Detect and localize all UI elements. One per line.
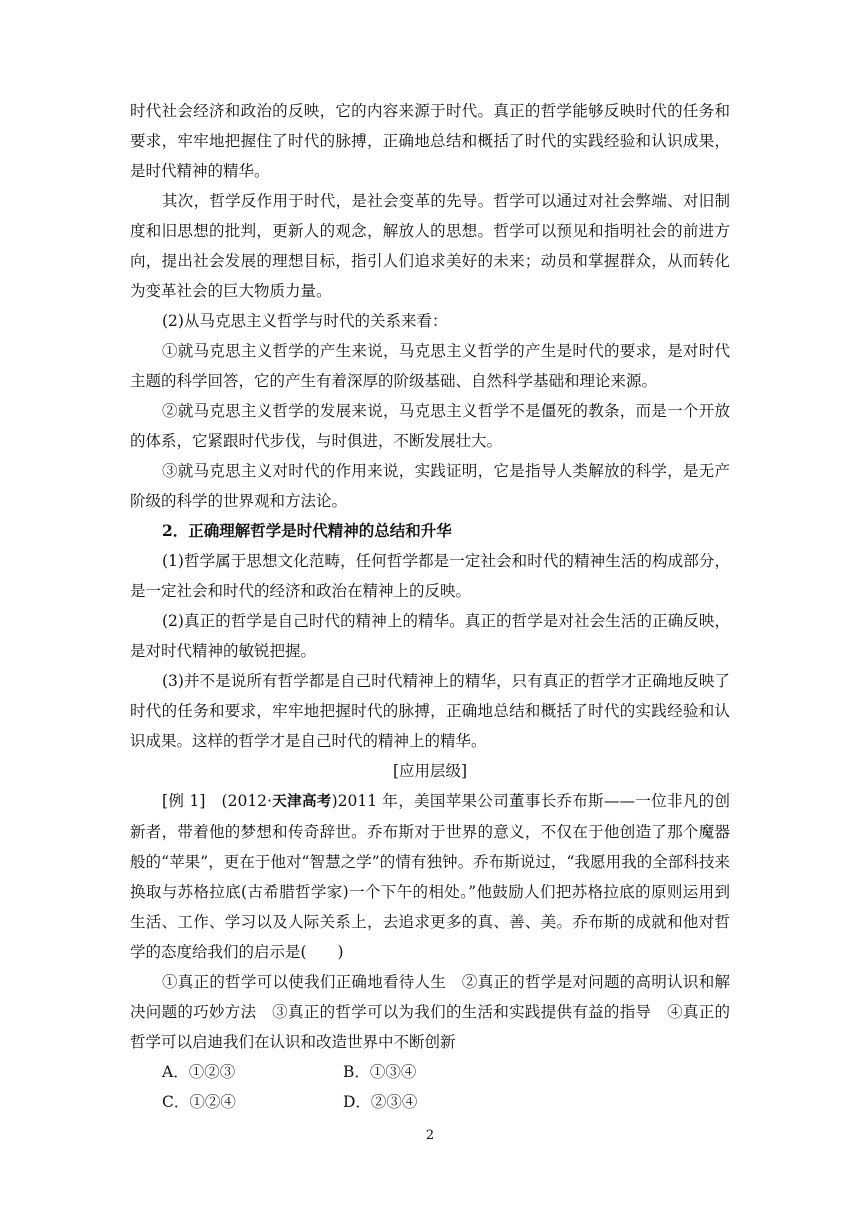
paragraph-marxism-heading: (2)从马克思主义哲学与时代的关系来看： (162, 312, 448, 330)
example-question (130, 786, 730, 967)
option-b: B．①③④ (343, 1063, 417, 1081)
answer-options-row-1 (162, 1057, 730, 1087)
paragraph-second-point: 其次，哲学反作用于时代，是社会变革的先导。哲学可以通过对社会弊端、对旧制度和旧思想的批判，更新人的观念，解放人的思想。哲学可以预见和指明社会的前进方向，提出社会发展的理想目标，指引人们追求美好的未来；动员和掌握群众，从而转化为变革社会的巨大物质力量。 (130, 192, 730, 300)
example-text: 2011 年，美国苹果公司董事长乔布斯——一位非凡的创新者，带着他的梦想和传奇辞世。乔布斯对于世界的意义，不仅在于他创造了那个魔器般的“苹果”，更在于他对“智慧之学”的情有独钟。乔布斯说过，“我愿用我的全部科技来换取与苏格拉底(古希腊哲学家)一个下午的相处。”他鼓励人们把苏格拉底的原则运用到生活、工作、学习以及人际关系上，去追求更多的真、善、美。乔布斯的成就和他对哲学的态度给我们的启示是( ) (130, 792, 730, 961)
example-label: [例 1] (162, 792, 206, 810)
paragraph-marxism-role: ③就马克思主义对时代的作用来说，实践证明，它是指导人类解放的科学，是无产阶级的科学的世界观和方法论。 (130, 462, 730, 510)
option-a: A．①②③ (162, 1063, 236, 1081)
paragraph-philosophy-category: (1)哲学属于思想文化范畴，任何哲学都是一定社会和时代的精神生活的构成部分，是一定社会和时代的经济和政治在精神上的反映。 (130, 552, 730, 600)
answer-options (130, 1057, 730, 1117)
paragraph-not-all-philosophy: (3)并不是说所有哲学都是自己时代精神上的精华，只有真正的哲学才正确地反映了时代的任务和要求，牢牢地把握时代的脉搏，正确地总结和概括了时代的实践经验和认识成果。这样的哲学才是自己时代的精神上的精华。 (130, 672, 730, 750)
document-page (130, 96, 730, 1117)
example-statements: ①真正的哲学可以使我们正确地看待人生 ②真正的哲学是对问题的高明认识和解决问题的巧妙方法 ③真正的哲学可以为我们的生活和实践提供有益的指导 ④真正的哲学可以启迪我们在认识和改造世界中不断创新 (130, 973, 730, 1051)
example-source-close: ) (331, 792, 338, 810)
paragraph-true-philosophy: (2)真正的哲学是自己时代的精神上的精华。真正的哲学是对社会生活的正确反映，是对时代精神的敏锐把握。 (130, 612, 730, 660)
option-c: C．①②④ (162, 1093, 236, 1111)
example-source-open: (2012· (221, 792, 272, 810)
option-d: D．②③④ (343, 1093, 418, 1111)
section-label: [应用层级] (392, 762, 468, 780)
section-heading: 2．正确理解哲学是时代精神的总结和升华 (162, 521, 452, 540)
paragraph-continuation: 时代社会经济和政治的反映，它的内容来源于时代。真正的哲学能够反映时代的任务和要求，牢牢地把握住了时代的脉搏，正确地总结和概括了时代的实践经验和认识成果，是时代精神的精华。 (130, 102, 730, 180)
paragraph-marxism-development: ②就马克思主义哲学的发展来说，马克思主义哲学不是僵死的教条，而是一个开放的体系，它紧跟时代步伐，与时俱进，不断发展壮大。 (130, 402, 730, 450)
page-number: 2 (425, 1128, 435, 1143)
paragraph-marxism-origin: ①就马克思主义哲学的产生来说，马克思主义哲学的产生是时代的要求，是对时代主题的科学回答，它的产生有着深厚的阶级基础、自然科学基础和理论来源。 (130, 342, 730, 390)
answer-options-row-2 (162, 1087, 730, 1117)
example-source: 天津高考 (271, 794, 332, 810)
